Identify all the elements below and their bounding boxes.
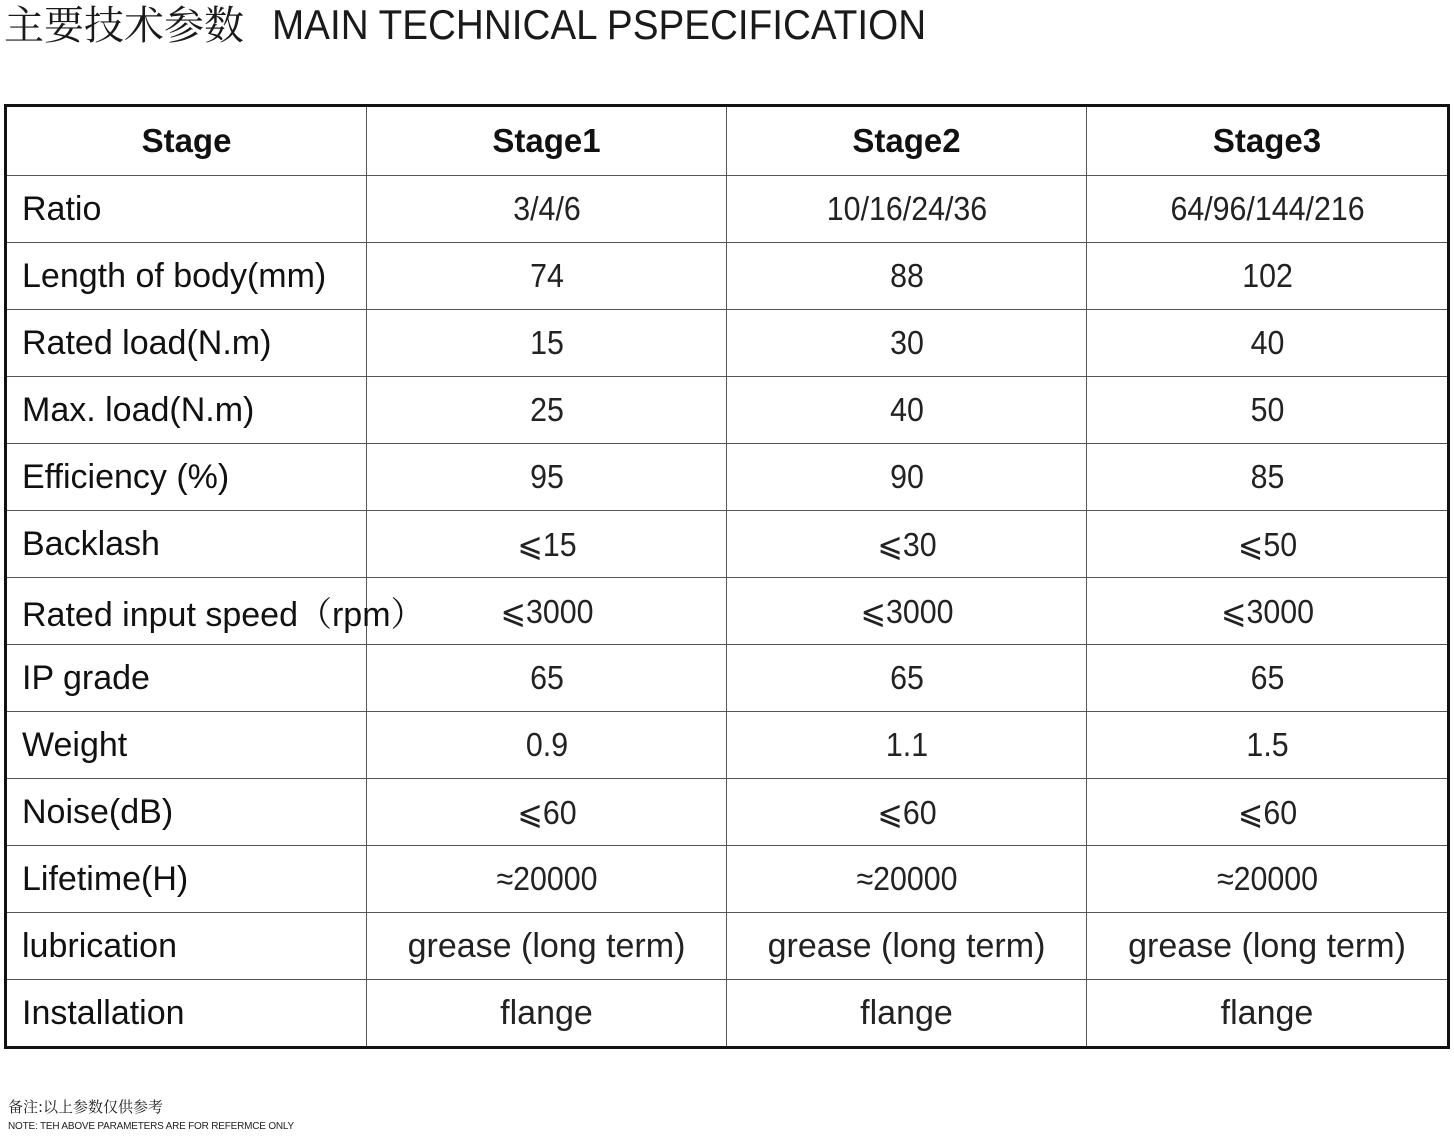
table-cell: 65 (741, 645, 1072, 712)
table-cell: 1.5 (1101, 712, 1434, 779)
row-label: Ratio (6, 176, 367, 243)
row-label: Noise(dB) (6, 779, 367, 846)
table-row (6, 913, 1449, 980)
table-row (6, 779, 1449, 846)
table-row (6, 712, 1449, 779)
table-cell: flange (727, 980, 1087, 1048)
row-label: Length of body(mm) (6, 243, 367, 310)
table-cell: 64/96/144/216 (1101, 176, 1434, 243)
page-title (4, 0, 983, 50)
table-cell: ⩽3000 (1101, 578, 1434, 645)
table-cell: ⩽30 (741, 511, 1072, 578)
table-cell: ⩽15 (381, 511, 712, 578)
table-cell: ⩽60 (381, 779, 712, 846)
table-row (6, 310, 1449, 377)
note-chinese: 备注:以上参数仅供参考 (8, 1098, 164, 1116)
table-cell: ≈20000 (741, 846, 1072, 913)
table-cell: ≈20000 (1101, 846, 1434, 913)
table-cell: 102 (1101, 243, 1434, 310)
table-cell: 95 (381, 444, 712, 511)
table-cell: 40 (1101, 310, 1434, 377)
table-row (6, 645, 1449, 712)
table-cell: 85 (1101, 444, 1434, 511)
table-row (6, 846, 1449, 913)
table-cell: 88 (741, 243, 1072, 310)
note-english: NOTE: TEH ABOVE PARAMETERS ARE FOR REFERMCE ONLY (8, 1121, 295, 1132)
row-label: Weight (6, 712, 367, 779)
header-cell-stage: Stage (6, 106, 367, 176)
table-cell: ⩽60 (741, 779, 1072, 846)
table-cell: flange (1087, 980, 1449, 1048)
table-cell: 25 (381, 377, 712, 444)
row-label: Rated input speed（rpm） (6, 578, 367, 645)
table-header-row (6, 106, 1449, 176)
table-cell: 90 (741, 444, 1072, 511)
table-cell: ⩽3000 (741, 578, 1072, 645)
table-cell: 65 (1101, 645, 1434, 712)
row-label: Lifetime(H) (6, 846, 367, 913)
header-cell-stage3: Stage3 (1087, 106, 1449, 176)
table-row (6, 511, 1449, 578)
row-label: IP grade (6, 645, 367, 712)
row-label: Backlash (6, 511, 367, 578)
page-title-english: MAIN TECHNICAL PSPECIFICATION (272, 1, 927, 48)
table-cell: ⩽60 (1101, 779, 1434, 846)
specification-table (4, 104, 1450, 1049)
table-cell: grease (long term) (1087, 913, 1449, 980)
table-cell: flange (367, 980, 727, 1048)
table-row (6, 578, 1449, 645)
table-cell: 3/4/6 (381, 176, 712, 243)
table-cell: 30 (741, 310, 1072, 377)
row-label: lubrication (6, 913, 367, 980)
table-row (6, 377, 1449, 444)
page-title-chinese: 主要技术参数 (4, 3, 244, 49)
table-cell: 10/16/24/36 (741, 176, 1072, 243)
table-cell: 50 (1101, 377, 1434, 444)
row-label: Rated load(N.m) (6, 310, 367, 377)
row-label: Max. load(N.m) (6, 377, 367, 444)
table-row (6, 980, 1449, 1048)
table-cell: 15 (381, 310, 712, 377)
table-row (6, 176, 1449, 243)
table-cell: grease (long term) (367, 913, 727, 980)
table-row (6, 444, 1449, 511)
table-cell: 65 (381, 645, 712, 712)
table-cell: grease (long term) (727, 913, 1087, 980)
header-cell-stage2: Stage2 (727, 106, 1087, 176)
table-cell: ⩽50 (1101, 511, 1434, 578)
row-label: Installation (6, 980, 367, 1048)
table-cell: 1.1 (741, 712, 1072, 779)
header-cell-stage1: Stage1 (367, 106, 727, 176)
table-cell: ≈20000 (381, 846, 712, 913)
table-cell: 40 (741, 377, 1072, 444)
table-cell: ⩽3000 (381, 578, 712, 645)
table-cell: 74 (381, 243, 712, 310)
row-label: Efficiency (%) (6, 444, 367, 511)
table-cell: 0.9 (381, 712, 712, 779)
table-row (6, 243, 1449, 310)
